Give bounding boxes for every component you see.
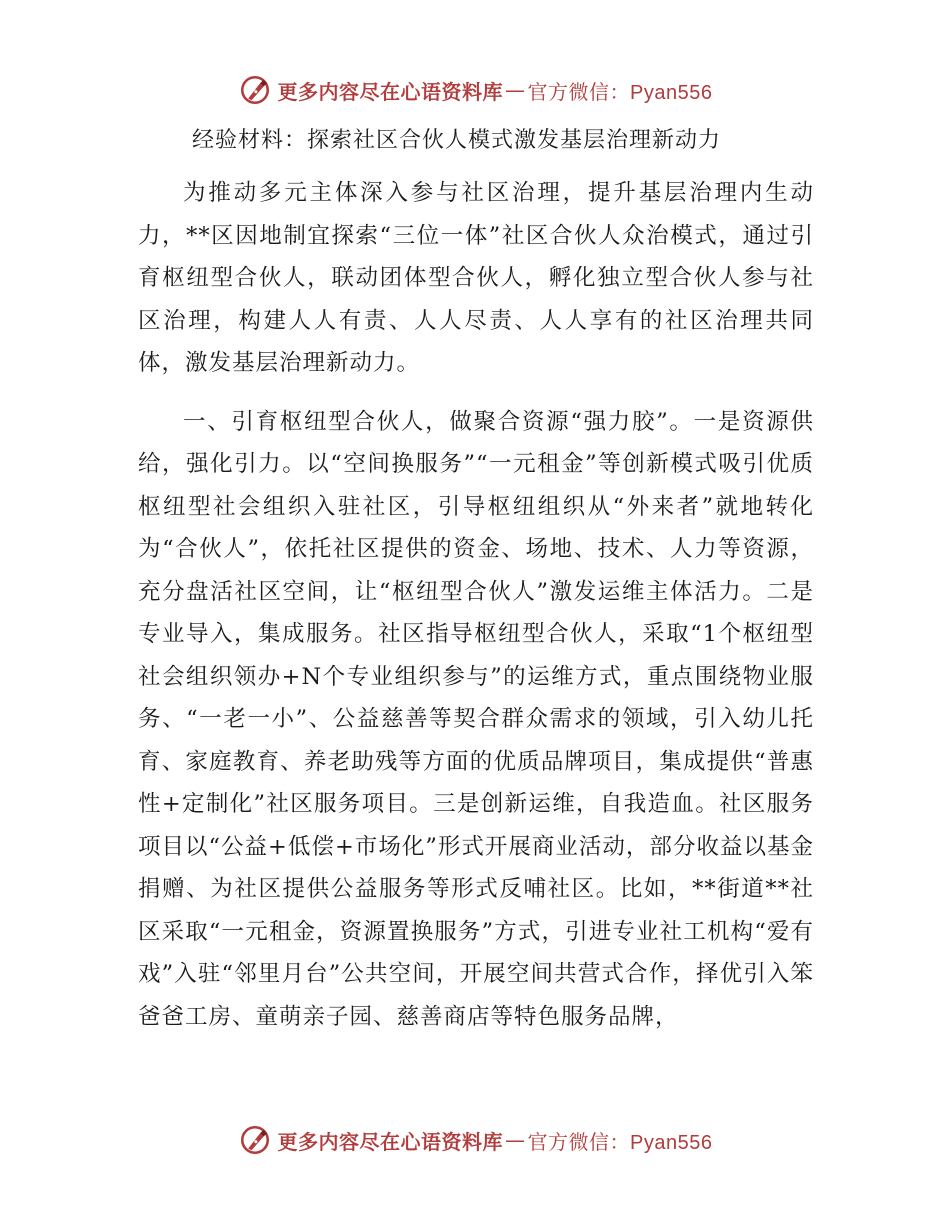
- banner-brand-text: 更多内容尽在心语资料库: [277, 1129, 504, 1154]
- paragraph-section-one: 一、引育枢纽型合伙人，做聚合资源“强力胶”。一是资源供给，强化引力。以“空间换服务”“一元租金”等创新模式吸引优质枢纽型社会组织入驻社区，引导枢纽组织从“外来者”就地转化为“合伙人”，依托社区提供的资金、场地、技术、人力等资源，充分盘活社区空间，让“枢纽型合伙人”激发运维主体活力。二是专业导入，集成服务。社区指导枢纽型合伙人，采取“1个枢纽型社会组织领办+N个专业组织参与”的运维方式，重点围绕物业服务、“一老一小”、公益慈善等契合群众需求的领域，引入幼儿托育、家庭教育、养老助残等方面的优质品牌项目，集成提供“普惠性+定制化”社区服务项目。三是创新运维，自我造血。社区服务项目以“公益+低偿+市场化”形式开展商业活动，部分收益以基金捐赠、为社区提供公益服务等形式反哺社区。比如，**街道**社区采取“一元租金，资源置换服务”方式，引进专业社工机构“爱有戏”入驻“邻里月台”公共空间，开展空间共营式合作，择优引入笨爸爸工房、童萌亲子园、慈善商店等特色服务品牌，: [138, 408, 814, 1030]
- banner-wechat-text: 官方微信：Pyan556: [527, 81, 713, 104]
- document-body: [138, 118, 814, 1038]
- banner-separator: —: [505, 78, 526, 102]
- fountain-pen-logo-icon: [238, 73, 272, 107]
- banner-wechat-text: 官方微信：Pyan556: [527, 1131, 713, 1154]
- footer-watermark-banner: [0, 1120, 950, 1160]
- document-title: 经验材料：探索社区合伙人模式激发基层治理新动力: [192, 128, 722, 153]
- banner-brand-text: 更多内容尽在心语资料库: [277, 79, 504, 104]
- header-watermark-banner: [0, 70, 950, 110]
- paragraph-intro: 为推动多元主体深入参与社区治理，提升基层治理内生动力，**区因地制宜探索“三位一体”社区合伙人众治模式，通过引育枢纽型合伙人，联动团体型合伙人，孵化独立型合伙人参与社区治理，构建人人有责、人人尽责、人人享有的社区治理共同体，激发基层治理新动力。: [138, 180, 814, 376]
- fountain-pen-logo-icon: [238, 1123, 272, 1157]
- banner-separator: —: [505, 1128, 526, 1152]
